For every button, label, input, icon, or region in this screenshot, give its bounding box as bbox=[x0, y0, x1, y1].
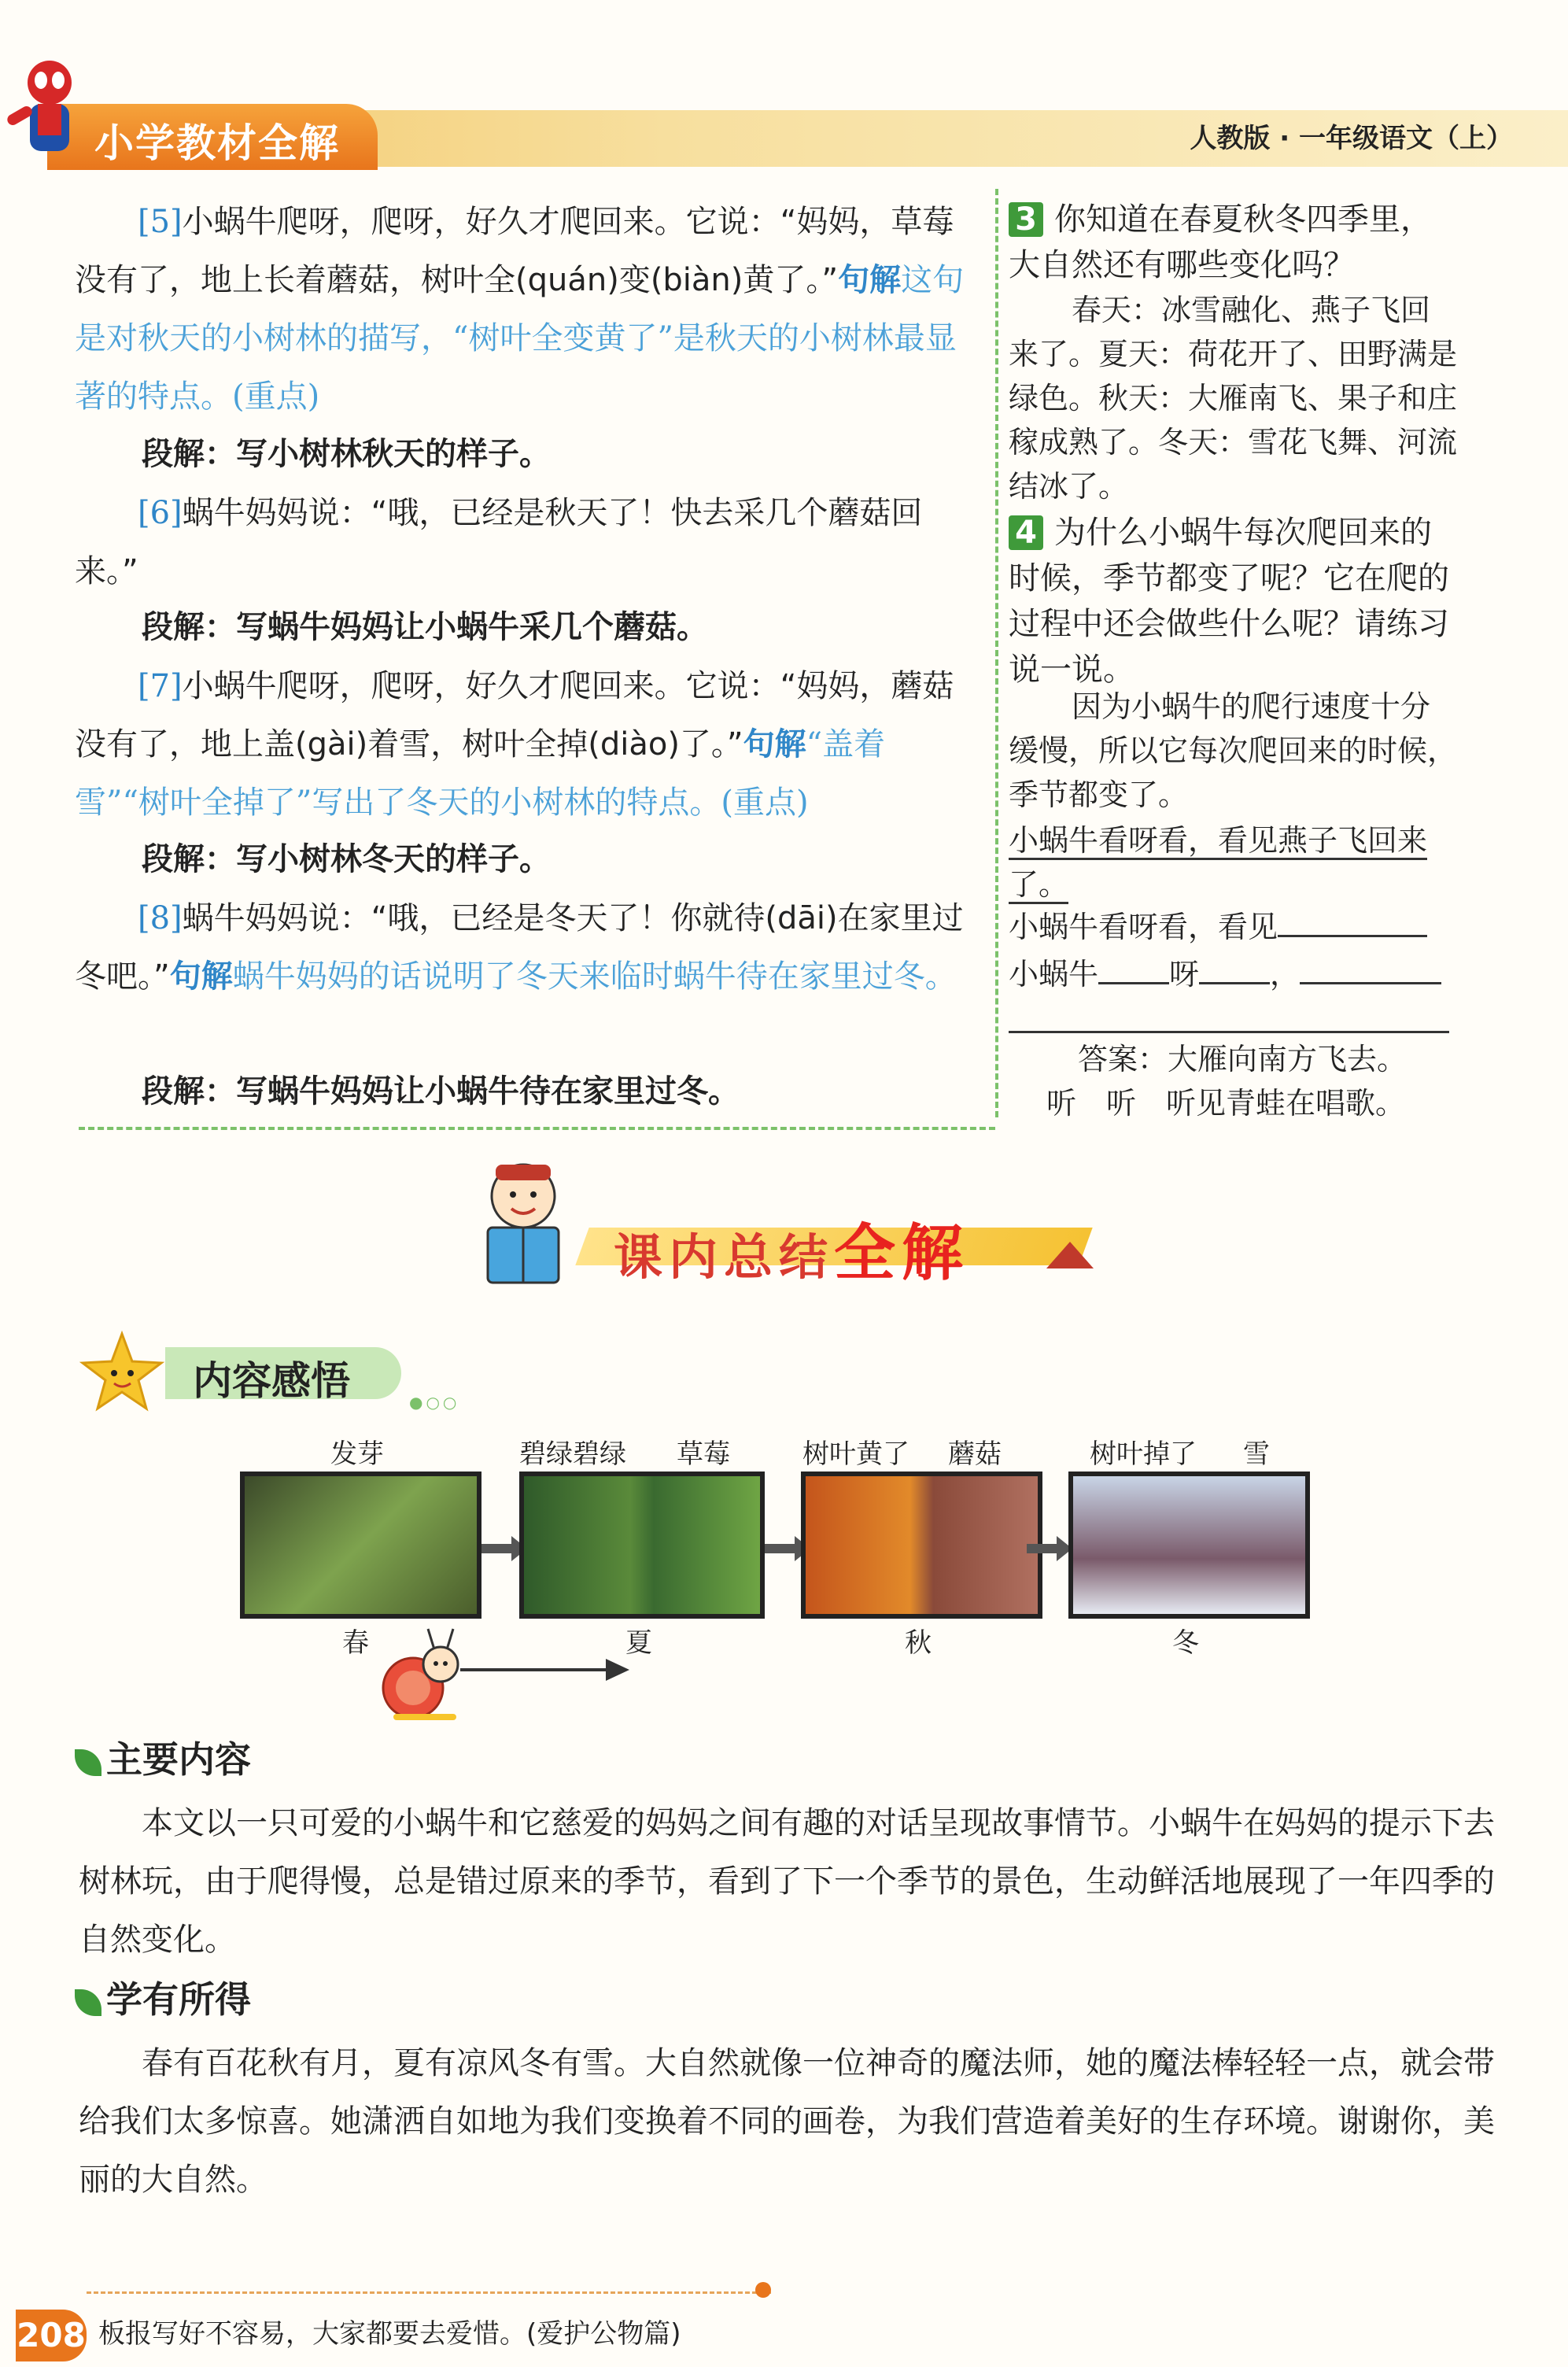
paragraph-6 bbox=[75, 484, 972, 600]
paragraph-number: [8] bbox=[138, 900, 183, 936]
paragraph-7 bbox=[75, 657, 972, 832]
paragraph-text: 蜗牛妈妈说：“哦，已经是冬天了！你就待(dāi)在家里过冬吧。” bbox=[75, 900, 964, 995]
star-icon bbox=[79, 1330, 165, 1416]
main-content-title: 主要内容 bbox=[106, 1738, 251, 1781]
autumn-photo bbox=[801, 1472, 1042, 1619]
edition-label: 人教版 · 一年级语文（上） bbox=[1190, 123, 1513, 154]
paragraph-text: 蜗牛妈妈说：“哦，已经是秋天了！快去采几个蘑菇回来。” bbox=[75, 495, 923, 589]
practice-line-1: 小蜗牛看呀看，看见燕子飞回来了。 bbox=[1009, 823, 1427, 904]
arrowhead-icon bbox=[606, 1659, 629, 1681]
page-header bbox=[0, 0, 1568, 197]
reading-kid-icon bbox=[464, 1157, 582, 1298]
section-analysis: 段解：写小树林秋天的样子。 bbox=[142, 436, 551, 472]
learned-heading bbox=[75, 1971, 251, 2023]
banner-tip-icon bbox=[1046, 1242, 1094, 1268]
caption-leaves-fell: 树叶掉了 bbox=[1090, 1438, 1197, 1470]
sentence-analysis-text: 这句是对秋天的小树林的描写，“树叶全变黄了”是秋天的小树林最显著的特点。(重点) bbox=[75, 262, 965, 415]
snail-path-line bbox=[460, 1668, 610, 1671]
sentence-analysis-text: “盖着雪”“树叶全掉了”写出了冬天的小树林的特点。(重点) bbox=[75, 726, 886, 821]
paragraph-text: 小蜗牛爬呀，爬呀，好久才爬回来。它说：“妈妈，蘑菇没有了，地上盖(gài)着雪，树叶全掉(diào)了。” bbox=[75, 668, 954, 763]
learned-text: 春有百花秋有月，夏有凉风冬有雪。大自然就像一位神奇的魔法师，她的魔法棒轻轻一点，就会带给我们太多惊喜。她潇洒自如地为我们变换着不同的画卷，为我们营造着美好的生存环境。谢谢你，美丽的大自然。 bbox=[79, 2045, 1495, 2198]
snail-icon bbox=[378, 1621, 464, 1723]
practice-line-3a: 小蜗牛 bbox=[1009, 957, 1099, 991]
summer-photo bbox=[519, 1472, 765, 1619]
answer-3: 春天：冰雪融化、燕子飞回来了。夏天：荷花开了、田野满是绿色。秋天：大雁南飞、果子和庄稼成熟了。冬天：雪花飞舞、河流结冰了。 bbox=[1009, 293, 1458, 504]
footer-divider bbox=[87, 2291, 771, 2294]
section-analysis: 段解：写小树林冬天的样子。 bbox=[142, 841, 551, 877]
caption-winter: 冬 bbox=[1172, 1627, 1199, 1659]
caption-summer: 夏 bbox=[625, 1627, 652, 1659]
practice-line-3c: ， bbox=[1270, 957, 1301, 991]
practice-blank-3 bbox=[1009, 1031, 1449, 1033]
paragraph-number: [6] bbox=[138, 495, 183, 531]
paragraph-number: [5] bbox=[138, 204, 183, 240]
section-analysis: 段解：写蜗牛妈妈让小蜗牛待在家里过冬。 bbox=[142, 1073, 740, 1110]
practice-answer-line-2: 听 听 听见青蛙在唱歌。 bbox=[1046, 1086, 1406, 1121]
winter-photo bbox=[1068, 1472, 1310, 1619]
question-text: 为什么小蜗牛每次爬回来的时候，季节都变了呢？它在爬的过程中还会做些什么呢？请练习说一说。 bbox=[1009, 515, 1449, 688]
sentence-analysis-text: 蜗牛妈妈的话说明了冬天来临时蜗牛待在家里过冬。 bbox=[232, 958, 957, 995]
learned-title: 学有所得 bbox=[106, 1978, 251, 2021]
leaf-icon bbox=[75, 1749, 101, 1776]
footer-motto: 板报写好不容易，大家都要去爱惜。(爱护公物篇) bbox=[98, 2318, 681, 2350]
leaf-icon bbox=[75, 1989, 101, 2016]
paragraph-5 bbox=[75, 193, 972, 426]
arrow-icon bbox=[765, 1544, 796, 1553]
question-number: 4 bbox=[1009, 515, 1043, 550]
banner-text-part2: 全解 bbox=[834, 1218, 970, 1289]
caption-strawberry: 草莓 bbox=[677, 1438, 730, 1470]
practice-answer: 答案：大雁向南方飞去。 bbox=[1078, 1042, 1408, 1076]
caption-green: 碧绿碧绿 bbox=[519, 1438, 626, 1470]
question-number: 3 bbox=[1009, 202, 1043, 237]
caption-mushroom: 蘑菇 bbox=[948, 1438, 1002, 1470]
paragraph-number: [7] bbox=[138, 668, 183, 704]
column-divider bbox=[995, 189, 1003, 1117]
caption-autumn: 秋 bbox=[905, 1627, 932, 1659]
summary-banner-title bbox=[614, 1204, 969, 1292]
page-number: 208 bbox=[16, 2310, 87, 2361]
practice-example bbox=[1009, 818, 1457, 907]
book-title: 小学教材全解 bbox=[94, 120, 340, 166]
paragraph-8 bbox=[75, 889, 972, 1006]
caption-spring: 春 bbox=[342, 1627, 369, 1659]
section-divider bbox=[79, 1127, 995, 1130]
question-3 bbox=[1009, 197, 1457, 288]
main-content-text: 本文以一只可爱的小蜗牛和它慈爱的妈妈之间有趣的对话呈现故事情节。小蜗牛在妈妈的提示下去树林玩，由于爬得慢，总是错过原来的季节，看到了下一个季节的景色，生动鲜活地展现了一年四季的自然变化。 bbox=[79, 1805, 1495, 1958]
spring-photo bbox=[240, 1472, 481, 1619]
practice-blank-1 bbox=[1009, 905, 1457, 949]
practice-line-3b: 呀 bbox=[1169, 957, 1200, 991]
question-4 bbox=[1009, 510, 1457, 692]
caption-snow: 雪 bbox=[1243, 1438, 1270, 1470]
paragraph-text: 小蜗牛爬呀，爬呀，好久才爬回来。它说：“妈妈，草莓没有了，地上长着蘑菇，树叶全(quán)变(biàn)黄了。” bbox=[75, 204, 954, 298]
caption-yellow-leaves: 树叶黄了 bbox=[802, 1438, 909, 1470]
decorative-dots: ●○○ bbox=[409, 1393, 460, 1412]
banner-text-part1: 课内总结 bbox=[614, 1228, 835, 1286]
spiderman-icon bbox=[6, 55, 93, 173]
section-analysis: 段解：写蜗牛妈妈让小蜗牛采几个蘑菇。 bbox=[142, 609, 708, 645]
practice-blank-2 bbox=[1009, 952, 1457, 996]
question-text: 你知道在春夏秋冬四季里，大自然还有哪些变化吗？ bbox=[1009, 201, 1432, 283]
sentence-analysis-label: 句解 bbox=[169, 958, 233, 995]
footer-dot-icon bbox=[755, 2282, 771, 2298]
main-content-heading bbox=[75, 1731, 251, 1783]
arrow-icon bbox=[481, 1544, 513, 1553]
answer-4: 因为小蜗牛的爬行速度十分缓慢，所以它每次爬回来的时候，季节都变了。 bbox=[1009, 689, 1458, 812]
sentence-analysis-label: 句解 bbox=[743, 726, 806, 763]
sentence-analysis-label: 句解 bbox=[838, 262, 902, 298]
practice-line-2: 小蜗牛看呀看，看见 bbox=[1009, 910, 1278, 944]
arrow-icon bbox=[1027, 1544, 1058, 1553]
section-title-content: 内容感悟 bbox=[193, 1358, 350, 1404]
caption-sprout: 发芽 bbox=[330, 1438, 384, 1470]
